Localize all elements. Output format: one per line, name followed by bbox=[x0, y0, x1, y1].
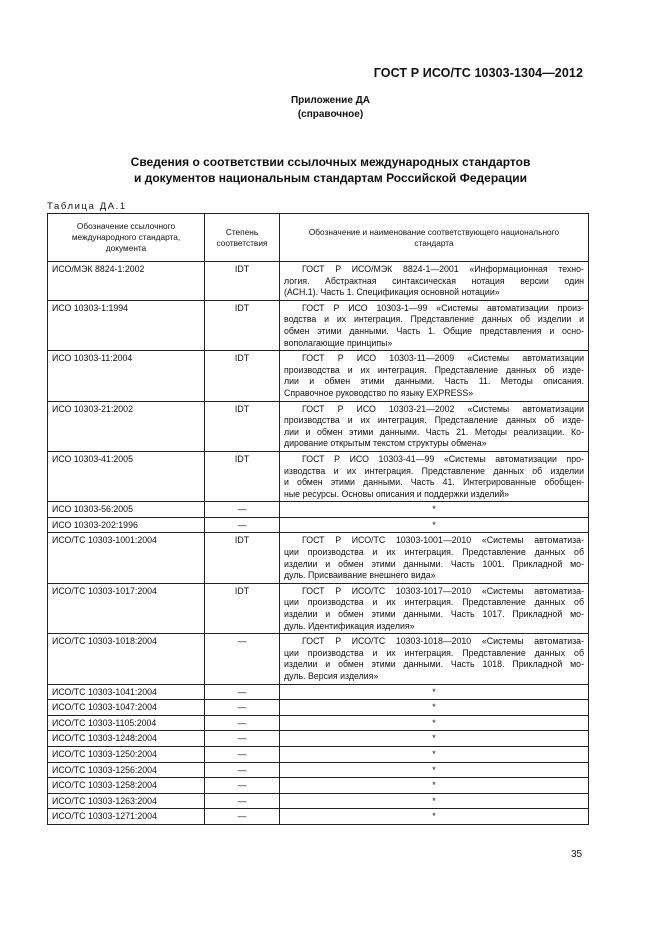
not-available-mark: * bbox=[432, 733, 436, 744]
conformity-degree: — bbox=[205, 715, 280, 731]
national-standard-name bbox=[280, 700, 589, 716]
annex-kind: (справочное) bbox=[297, 109, 364, 120]
international-standard-code: ИСО/ТС 10303-1105:2004 bbox=[48, 715, 205, 731]
not-available-mark: * bbox=[432, 504, 436, 515]
name-text-line: обмен этими данными. Часть 1. Общие представления и осно- bbox=[284, 325, 584, 336]
name-text-line: водства и их интеграция. Представление данных об изделии и bbox=[284, 314, 584, 325]
annex-title: Приложение ДА bbox=[290, 95, 371, 106]
name-text-line: ные ресурсы. Основы описания и поддержки изделий» bbox=[284, 488, 510, 499]
column-header-standard bbox=[48, 214, 205, 262]
national-standard-name bbox=[280, 809, 589, 825]
table-body bbox=[48, 262, 589, 825]
name-text-line: производства и их интеграция. Представление данных об изде- bbox=[284, 415, 584, 426]
table-row bbox=[48, 583, 589, 633]
name-text-line: (АСН.1). Часть 1. Спецификация основной нотации» bbox=[284, 287, 500, 298]
name-text-line: вополагающие принципы» bbox=[284, 337, 393, 348]
table-row bbox=[48, 533, 589, 583]
international-standard-code: ИСО 10303-11:2004 bbox=[48, 351, 205, 401]
table-row bbox=[48, 762, 589, 778]
section-heading bbox=[0, 154, 661, 186]
table-row bbox=[48, 401, 589, 451]
table-caption: Таблица ДА.1 bbox=[47, 201, 127, 212]
international-standard-code: ИСО/ТС 10303-1256:2004 bbox=[48, 762, 205, 778]
international-standard-code: ИСО/ТС 10303-1263:2004 bbox=[48, 793, 205, 809]
table-row bbox=[48, 778, 589, 794]
conformity-degree: — bbox=[205, 634, 280, 684]
column-header-degree bbox=[205, 214, 280, 262]
name-text-line: ГОСТ Р ИСО/МЭК 8824-1—2001 «Информационная техно- bbox=[302, 264, 584, 274]
national-standard-name bbox=[280, 715, 589, 731]
document-code: ГОСТ Р ИСО/ТС 10303-1304—2012 bbox=[373, 66, 583, 80]
national-standard-name bbox=[280, 583, 589, 633]
not-available-mark: * bbox=[432, 717, 436, 728]
national-standard-name bbox=[280, 517, 589, 533]
name-text-line: дирование открытым текстом структуры обмена» bbox=[284, 438, 487, 449]
name-text-line: ГОСТ Р ИСО 10303-21—2002 «Системы автоматизации bbox=[302, 403, 584, 414]
table-row bbox=[48, 746, 589, 762]
international-standard-code: ИСО/ТС 10303-1271:2004 bbox=[48, 809, 205, 825]
name-text-line: ГОСТ Р ИСО 10303-41—99 «Системы автоматизации про- bbox=[302, 453, 584, 464]
national-standard-name bbox=[280, 502, 589, 518]
international-standard-code: ИСО 10303-1:1994 bbox=[48, 300, 205, 350]
conformity-degree: — bbox=[205, 517, 280, 533]
conformity-degree: IDT bbox=[205, 583, 280, 633]
international-standard-code: ИСО/ТС 10303-1047:2004 bbox=[48, 700, 205, 716]
header-text-line: соответствия bbox=[216, 237, 268, 248]
header-text-line: Обозначение ссылочного bbox=[76, 221, 176, 231]
correspondence-table bbox=[47, 213, 589, 825]
name-text-line: лии и обмен этими данными. Часть 21. Методы реализации. Ко- bbox=[284, 426, 584, 437]
national-standard-name bbox=[280, 533, 589, 583]
name-text-line: логия. Абстрактная синтаксическая нотация версии один bbox=[284, 275, 584, 286]
international-standard-code: ИСО/ТС 10303-1017:2004 bbox=[48, 583, 205, 633]
page-number: 35 bbox=[571, 849, 583, 860]
international-standard-code: ИСО/ТС 10303-1248:2004 bbox=[48, 731, 205, 747]
conformity-degree: — bbox=[205, 793, 280, 809]
table-row bbox=[48, 731, 589, 747]
table-row bbox=[48, 451, 589, 501]
national-standard-name bbox=[280, 684, 589, 700]
conformity-degree: IDT bbox=[205, 451, 280, 501]
name-text-line: изделии и обмен этими данными. Часть 1001. Прикладной мо- bbox=[284, 558, 584, 569]
table-row bbox=[48, 502, 589, 518]
table-row bbox=[48, 700, 589, 716]
international-standard-code: ИСО/ТС 10303-1258:2004 bbox=[48, 778, 205, 794]
not-available-mark: * bbox=[432, 702, 436, 713]
conformity-degree: IDT bbox=[205, 401, 280, 451]
name-text-line: дуль. Присваивание внешнего вида» bbox=[284, 570, 436, 581]
international-standard-code: ИСО 10303-21:2002 bbox=[48, 401, 205, 451]
not-available-mark: * bbox=[432, 519, 436, 530]
international-standard-code: ИСО/ТС 10303-1018:2004 bbox=[48, 634, 205, 684]
national-standard-name bbox=[280, 300, 589, 350]
table-row bbox=[48, 300, 589, 350]
national-standard-name bbox=[280, 793, 589, 809]
table-row bbox=[48, 517, 589, 533]
header-text-line: международного стандарта, bbox=[71, 232, 181, 242]
national-standard-name bbox=[280, 778, 589, 794]
international-standard-code: ИСО 10303-41:2005 bbox=[48, 451, 205, 501]
table-header-row bbox=[48, 214, 589, 262]
table-row bbox=[48, 793, 589, 809]
name-text-line: производства и их интеграция. Представление данных об изде- bbox=[284, 364, 584, 375]
not-available-mark: * bbox=[432, 686, 436, 697]
conformity-degree: IDT bbox=[205, 300, 280, 350]
name-text-line: ГОСТ Р ИСО/ТС 10303-1017—2010 «Системы автоматиза- bbox=[302, 585, 584, 596]
conformity-degree: — bbox=[205, 809, 280, 825]
international-standard-code: ИСО 10303-202:1996 bbox=[48, 517, 205, 533]
not-available-mark: * bbox=[432, 780, 436, 791]
conformity-degree: — bbox=[205, 700, 280, 716]
table-row bbox=[48, 809, 589, 825]
national-standard-name bbox=[280, 262, 589, 301]
column-header-national-standard bbox=[280, 214, 589, 262]
not-available-mark: * bbox=[432, 795, 436, 806]
conformity-degree: IDT bbox=[205, 351, 280, 401]
name-text-line: ции производства и их интеграция. Представление данных об bbox=[284, 647, 584, 658]
international-standard-code: ИСО 10303-56:2005 bbox=[48, 502, 205, 518]
national-standard-name bbox=[280, 731, 589, 747]
international-standard-code: ИСО/МЭК 8824-1:2002 bbox=[48, 262, 205, 301]
name-text-line: изделии и обмен этими данными. Часть 1017. Прикладной мо- bbox=[284, 609, 584, 620]
name-text-line: дуль. Версия изделия» bbox=[284, 671, 379, 681]
name-text-line: ции производства и их интеграция. Представление данных об bbox=[284, 597, 584, 608]
header-text-line: Степень bbox=[225, 226, 259, 237]
conformity-degree: — bbox=[205, 762, 280, 778]
header-text-line: стандарта bbox=[414, 237, 454, 248]
header-text-line: Обозначение и наименование соответствующего национального bbox=[308, 226, 560, 237]
national-standard-name bbox=[280, 351, 589, 401]
not-available-mark: * bbox=[432, 764, 436, 775]
name-text-line: ции производства и их интеграция. Представление данных об bbox=[284, 547, 584, 558]
name-text-line: ГОСТ Р ИСО/ТС 10303-1018—2010 «Системы автоматиза- bbox=[302, 636, 584, 647]
conformity-degree: — bbox=[205, 746, 280, 762]
conformity-degree: — bbox=[205, 778, 280, 794]
national-standard-name bbox=[280, 746, 589, 762]
national-standard-name bbox=[280, 762, 589, 778]
table-row bbox=[48, 715, 589, 731]
heading-line-1: Сведения о соответствии ссылочных международных стандартов bbox=[130, 155, 531, 169]
table-row bbox=[48, 351, 589, 401]
name-text-line: дуль. Идентификация изделия» bbox=[284, 620, 415, 631]
name-text-line: ГОСТ Р ИСО/ТС 10303-1001—2010 «Системы автоматиза- bbox=[302, 535, 584, 546]
name-text-line: изводства и их интеграция. Представление данных об изделии bbox=[284, 465, 584, 476]
conformity-degree: — bbox=[205, 502, 280, 518]
national-standard-name bbox=[280, 634, 589, 684]
national-standard-name bbox=[280, 451, 589, 501]
international-standard-code: ИСО/ТС 10303-1250:2004 bbox=[48, 746, 205, 762]
not-available-mark: * bbox=[432, 811, 436, 822]
name-text-line: ГОСТ Р ИСО 10303-11—2009 «Системы автоматизации bbox=[302, 353, 584, 364]
conformity-degree: IDT bbox=[205, 533, 280, 583]
not-available-mark: * bbox=[432, 748, 436, 759]
table-row bbox=[48, 262, 589, 301]
header-text-line: документа bbox=[105, 243, 147, 253]
name-text-line: и обмен этими данными. Часть 41. Интегрированные обобщен- bbox=[284, 477, 584, 488]
conformity-degree: IDT bbox=[205, 262, 280, 301]
name-text-line: лии и обмен этими данными. Часть 11. Методы описания. bbox=[284, 376, 584, 387]
name-text-line: изделии и обмен этими данными. Часть 1018. Прикладной мо- bbox=[284, 659, 584, 670]
international-standard-code: ИСО/ТС 10303-1041:2004 bbox=[48, 684, 205, 700]
name-text-line: Справочное руководство по языку EXPRESS» bbox=[284, 387, 474, 398]
table-row bbox=[48, 684, 589, 700]
annex-label bbox=[0, 94, 661, 122]
international-standard-code: ИСО/ТС 10303-1001:2004 bbox=[48, 533, 205, 583]
conformity-degree: — bbox=[205, 731, 280, 747]
national-standard-name bbox=[280, 401, 589, 451]
conformity-degree: — bbox=[205, 684, 280, 700]
name-text-line: ГОСТ Р ИСО 10303-1—99 «Системы автоматизации произ- bbox=[302, 302, 584, 313]
heading-line-2: и документов национальным стандартам Российской Федерации bbox=[134, 171, 527, 185]
table-row bbox=[48, 634, 589, 684]
